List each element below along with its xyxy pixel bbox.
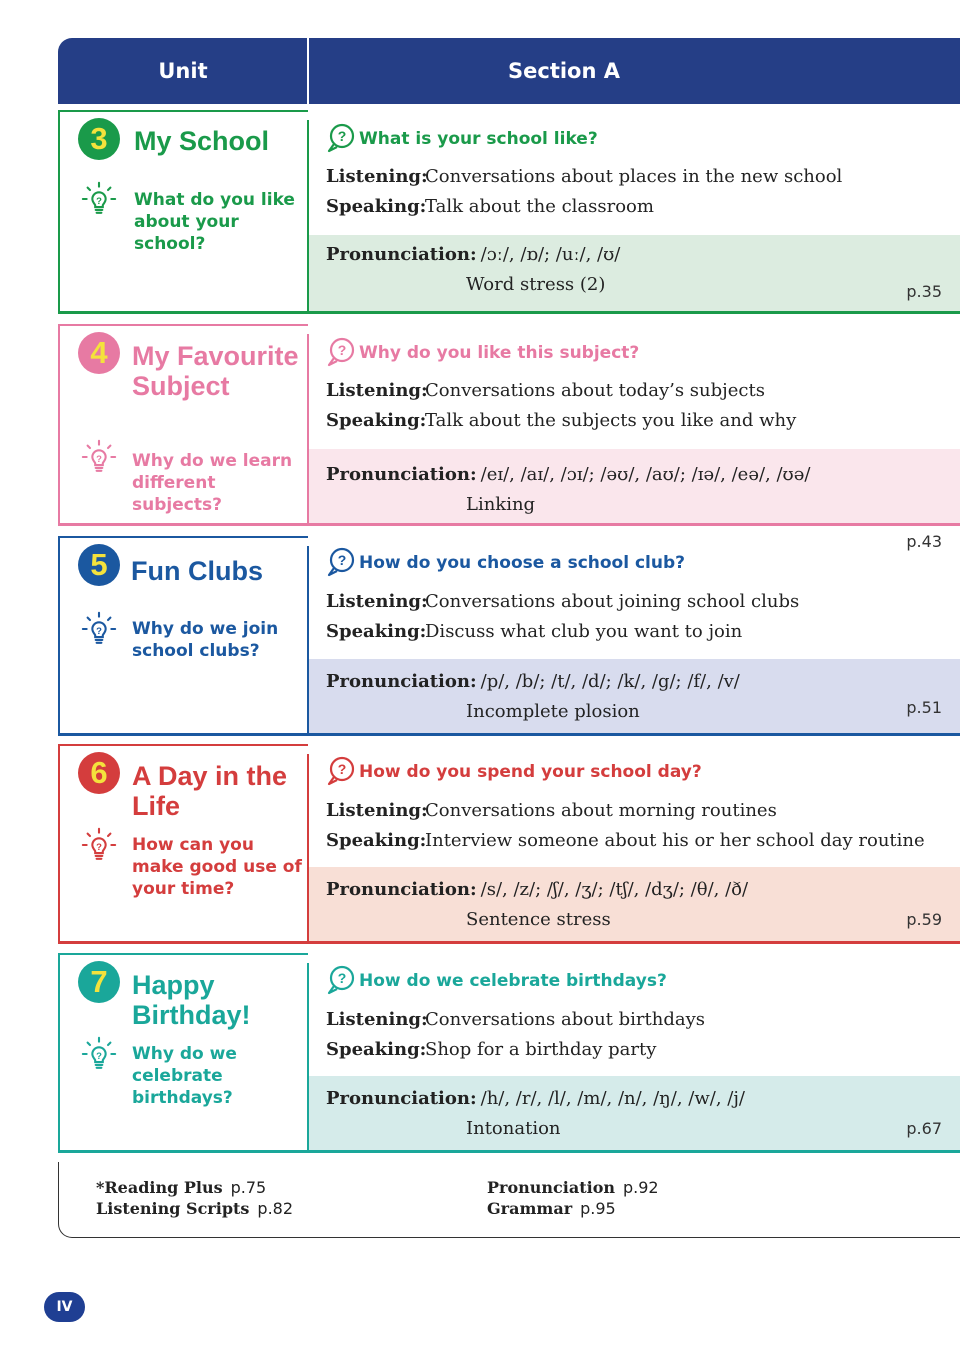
- unit-row: [58, 744, 960, 944]
- header-section-label: Section A: [508, 59, 620, 83]
- pronunciation-text: /ɔː/, /ɒ/; /uː/, /ʊ/: [480, 244, 621, 265]
- listening-scripts-label: Listening Scripts: [96, 1199, 250, 1218]
- pronunciation-entry: [487, 1178, 659, 1197]
- speaking-label: Speaking:: [326, 1039, 427, 1060]
- svg-text:?: ?: [337, 342, 347, 358]
- pronunciation-appendix-label: Pronunciation: [487, 1178, 615, 1197]
- pronunciation-note: Sentence stress: [466, 909, 611, 930]
- unit-question: Why do we celebrate birthdays?: [132, 1044, 237, 1108]
- speaking-text: Shop for a birthday party: [425, 1039, 657, 1060]
- listening-text: Conversations about joining school clubs: [425, 591, 800, 612]
- grammar-page: p.95: [580, 1199, 616, 1218]
- column-divider: [307, 120, 309, 311]
- svg-text:?: ?: [337, 552, 347, 568]
- unit-question: Why do we learn different subjects?: [132, 451, 293, 515]
- pronunciation-appendix-page: p.92: [623, 1178, 659, 1197]
- speaking-text: Discuss what club you want to join: [425, 621, 743, 642]
- unit-page: p.67: [906, 1119, 942, 1138]
- question-bubble-icon: [326, 965, 356, 997]
- reading-plus-page: p.75: [230, 1178, 267, 1197]
- lightbulb-icon: [80, 438, 118, 476]
- speaking-row: [326, 196, 654, 217]
- listening-scripts-entry: [96, 1199, 293, 1218]
- column-divider: [307, 963, 309, 1150]
- pronunciation-row: [326, 671, 740, 692]
- listening-label: Listening:: [326, 380, 428, 401]
- svg-text:?: ?: [96, 195, 102, 207]
- reading-plus-label: *Reading Plus: [96, 1178, 223, 1197]
- section-question-text: Why do you like this subject?: [359, 343, 640, 363]
- row-divider: [58, 941, 960, 944]
- unit-question: What do you like about your school?: [134, 190, 295, 254]
- listening-row: [326, 380, 765, 401]
- pronunciation-note: Word stress (2): [466, 274, 606, 295]
- listening-label: Listening:: [326, 1009, 428, 1030]
- unit-question: Why do we join school clubs?: [132, 619, 279, 661]
- listening-label: Listening:: [326, 166, 428, 187]
- unit-number-badge: 4: [78, 332, 120, 374]
- unit-title: A Day in the Life: [132, 761, 288, 821]
- speaking-row: [326, 1039, 656, 1060]
- unit-row: [58, 110, 960, 314]
- speaking-label: Speaking:: [326, 830, 427, 851]
- pronunciation-label: Pronunciation:: [326, 244, 477, 265]
- svg-text:?: ?: [337, 128, 347, 144]
- svg-text:?: ?: [96, 453, 102, 465]
- column-divider: [307, 334, 309, 523]
- svg-text:?: ?: [96, 1050, 102, 1062]
- speaking-text: Talk about the subjects you like and why: [425, 410, 797, 431]
- listening-text: Conversations about morning routines: [425, 800, 777, 821]
- pronunciation-label: Pronunciation:: [326, 464, 477, 485]
- speaking-label: Speaking:: [326, 196, 427, 217]
- pronunciation-row: [326, 1088, 745, 1109]
- pronunciation-row: [326, 464, 810, 485]
- listening-row: [326, 800, 777, 821]
- column-divider: [307, 754, 309, 941]
- unit-number-badge: 7: [78, 961, 120, 1003]
- unit-page: p.35: [906, 282, 942, 301]
- pronunciation-row: [326, 879, 748, 900]
- listening-label: Listening:: [326, 591, 428, 612]
- lightbulb-icon: [80, 1035, 118, 1073]
- pronunciation-text: /h/, /r/, /l/, /m/, /n/, /ŋ/, /w/, /j/: [480, 1088, 745, 1109]
- pronunciation-row: [326, 244, 620, 265]
- row-divider: [58, 311, 960, 314]
- reading-plus-entry: [96, 1178, 266, 1197]
- speaking-row: [326, 830, 925, 851]
- pronunciation-label: Pronunciation:: [326, 1088, 477, 1109]
- svg-text:?: ?: [96, 841, 102, 853]
- pronunciation-note: Incomplete plosion: [466, 701, 640, 722]
- speaking-row: [326, 410, 796, 431]
- listening-row: [326, 166, 842, 187]
- unit-row: [58, 324, 960, 551]
- question-bubble-icon: [326, 756, 356, 788]
- pronunciation-text: /eɪ/, /aɪ/, /ɔɪ/; /əʊ/, /aʊ/; /ɪə/, /eə/, /ʊə/: [480, 464, 811, 485]
- question-bubble-icon: [326, 337, 356, 369]
- listening-scripts-page: p.82: [257, 1199, 294, 1218]
- svg-text:?: ?: [337, 761, 347, 777]
- speaking-label: Speaking:: [326, 621, 427, 642]
- table-header: [58, 38, 960, 104]
- unit-number-badge: 3: [78, 118, 120, 160]
- unit-question: How can you make good use of your time?: [132, 835, 302, 899]
- pronunciation-text: /s/, /z/; /ʃ/, /ʒ/; /tʃ/, /dʒ/; /θ/, /ð/: [480, 879, 749, 900]
- question-bubble-icon: [326, 123, 356, 155]
- speaking-text: Interview someone about his or her school day routine: [425, 830, 925, 851]
- pronunciation-text: /p/, /b/; /t/, /d/; /k/, /g/; /f/, /v/: [480, 671, 740, 692]
- section-question-text: How do you spend your school day?: [359, 762, 702, 782]
- listening-text: Conversations about today’s subjects: [425, 380, 765, 401]
- unit-title: My Favourite Subject: [132, 341, 299, 401]
- section-question-text: How do you choose a school club?: [359, 553, 686, 573]
- unit-title: My School: [134, 126, 270, 156]
- unit-page: p.59: [906, 910, 942, 929]
- pronunciation-note: Intonation: [466, 1118, 561, 1139]
- svg-text:?: ?: [337, 970, 347, 986]
- pronunciation-note: Linking: [466, 494, 536, 515]
- lightbulb-icon: [80, 826, 118, 864]
- listening-row: [326, 1009, 705, 1030]
- pronunciation-label: Pronunciation:: [326, 879, 477, 900]
- speaking-row: [326, 621, 742, 642]
- header-unit-label: Unit: [158, 59, 208, 83]
- row-divider: [58, 523, 960, 526]
- listening-text: Conversations about places in the new school: [425, 166, 843, 187]
- listening-row: [326, 591, 799, 612]
- section-question-text: What is your school like?: [359, 129, 598, 149]
- row-divider: [58, 1150, 960, 1153]
- lightbulb-icon: [80, 180, 118, 218]
- unit-number-badge: 5: [78, 544, 120, 586]
- lightbulb-icon: [80, 610, 118, 648]
- pronunciation-background: [309, 449, 960, 523]
- listening-label: Listening:: [326, 800, 428, 821]
- page-number: IV: [44, 1292, 85, 1322]
- speaking-text: Talk about the classroom: [425, 196, 654, 217]
- column-divider: [307, 546, 309, 733]
- unit-page: p.43: [906, 532, 942, 551]
- unit-row: [58, 953, 960, 1153]
- svg-text:?: ?: [96, 625, 102, 637]
- unit-page: p.51: [906, 698, 942, 717]
- speaking-label: Speaking:: [326, 410, 427, 431]
- grammar-label: Grammar: [487, 1199, 573, 1218]
- grammar-entry: [487, 1199, 616, 1218]
- unit-title: Fun Clubs: [131, 556, 263, 586]
- unit-number-badge: 6: [78, 752, 120, 794]
- appendix-footer: [58, 1162, 960, 1238]
- listening-text: Conversations about birthdays: [425, 1009, 705, 1030]
- question-bubble-icon: [326, 547, 356, 579]
- row-divider: [58, 733, 960, 736]
- unit-title: Happy Birthday!: [132, 970, 251, 1030]
- pronunciation-label: Pronunciation:: [326, 671, 477, 692]
- section-question-text: How do we celebrate birthdays?: [359, 971, 667, 991]
- unit-row: [58, 536, 960, 736]
